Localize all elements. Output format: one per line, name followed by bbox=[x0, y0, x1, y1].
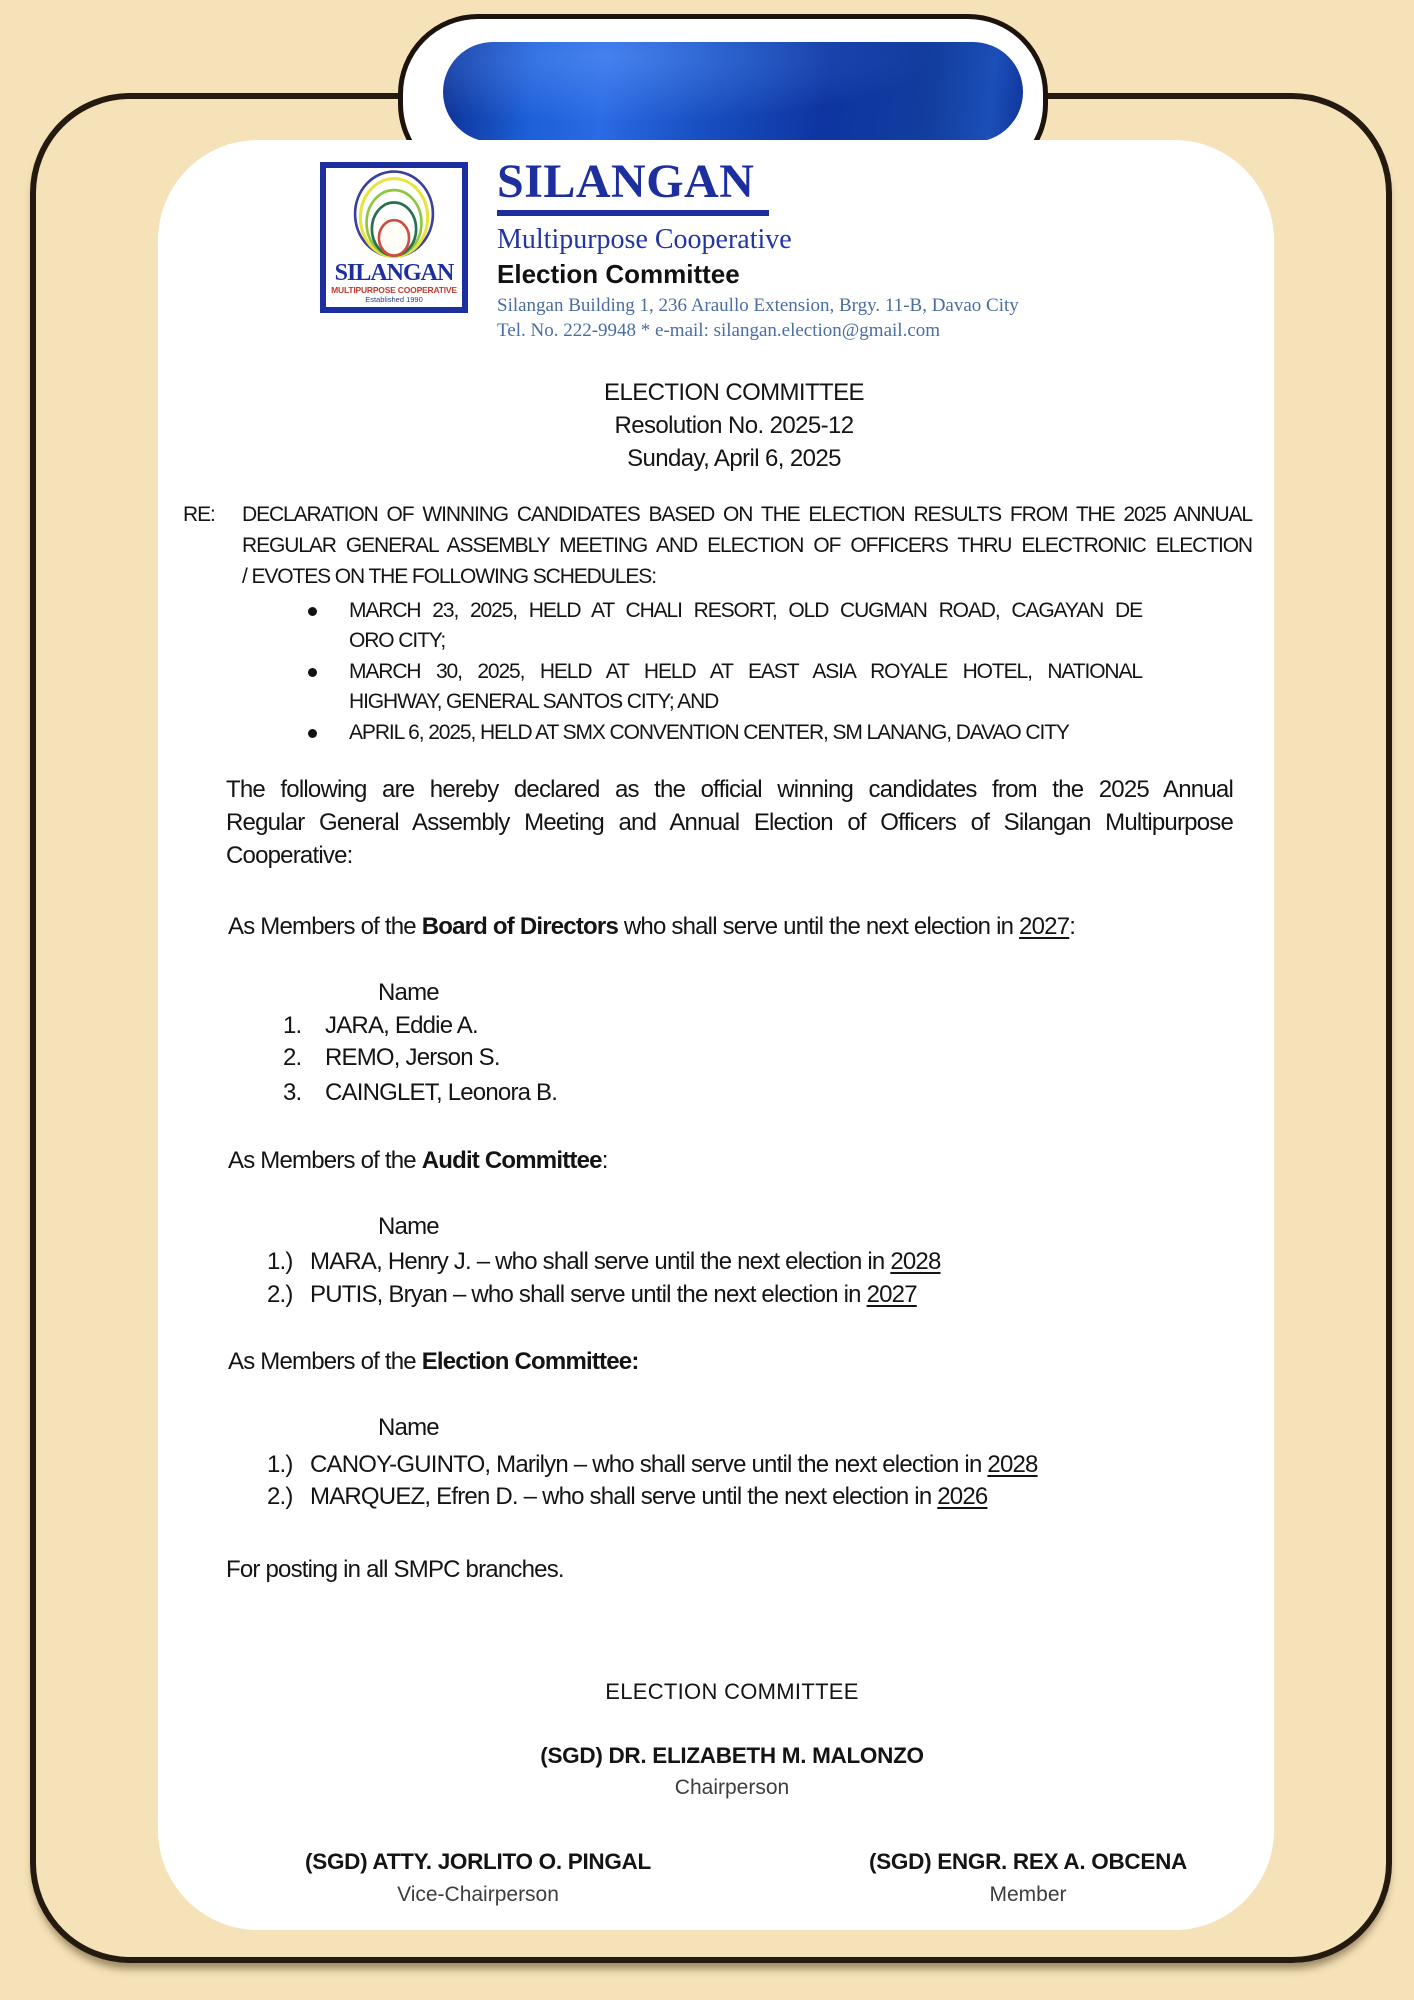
org-address: Silangan Building 1, 236 Araullo Extension, Brgy. 11-B, Davao City bbox=[497, 295, 1019, 316]
heading-text: : bbox=[601, 1147, 608, 1174]
row-number: 2.) bbox=[267, 1281, 293, 1308]
heading-text: As Members of the bbox=[228, 913, 422, 940]
schedule-item bbox=[349, 657, 1142, 717]
org-department: Election Committee bbox=[497, 259, 740, 289]
member-name: PUTIS, Bryan bbox=[310, 1281, 448, 1308]
member-name: MARA, Henry J. bbox=[310, 1248, 471, 1275]
org-name-rule bbox=[497, 210, 769, 216]
letterhead bbox=[497, 156, 1237, 343]
signature-committee-heading: ELECTION COMMITTEE bbox=[605, 1679, 859, 1704]
member-term-year: 2027 bbox=[866, 1281, 917, 1308]
re-label: RE: bbox=[183, 503, 215, 526]
heading-text: who shall serve until the next election in bbox=[618, 913, 1020, 940]
bullet-icon bbox=[308, 668, 317, 677]
org-contact: Tel. No. 222-9948 * e-mail: silangan.election@gmail.com bbox=[497, 320, 941, 341]
org-type: Multipurpose Cooperative bbox=[497, 224, 792, 255]
member-name: MARQUEZ, Efren D. bbox=[310, 1483, 518, 1510]
clipboard-clip-ribbon bbox=[443, 42, 1023, 142]
declaration-line: Regular General Assembly Meeting and Annual Election of Officers of Silangan Multipurpose bbox=[226, 809, 1233, 836]
logo-established: Established 1990 bbox=[365, 295, 423, 304]
re-subject bbox=[242, 499, 1252, 592]
member-term-text: – who shall serve until the next election in bbox=[567, 1451, 988, 1478]
member-term-text: – who shall serve until the next election in bbox=[447, 1281, 867, 1308]
logo-wordmark: SILANGAN bbox=[334, 260, 454, 286]
re-line: REGULAR GENERAL ASSEMBLY MEETING AND ELECTION OF OFFICERS THRU ELECTRONIC ELECTION bbox=[242, 534, 1252, 557]
member-row bbox=[267, 1448, 1038, 1481]
heading-bold: Election Committee: bbox=[421, 1348, 639, 1375]
row-number: 1.) bbox=[267, 1248, 293, 1275]
column-label-name: Name bbox=[378, 979, 439, 1006]
section-heading-election bbox=[228, 1345, 639, 1378]
member-name: JARA, Eddie A. bbox=[325, 1012, 478, 1039]
logo-subtitle: MULTIPURPOSE COOPERATIVE bbox=[331, 285, 457, 295]
heading-bold: Audit Committee bbox=[421, 1147, 602, 1174]
logo-rings-icon bbox=[333, 168, 455, 260]
re-line: / EVOTES ON THE FOLLOWING SCHEDULES: bbox=[242, 565, 656, 588]
schedule-item bbox=[349, 718, 1142, 748]
row-number: 1.) bbox=[267, 1451, 293, 1478]
member-term-text: – who shall serve until the next election in bbox=[517, 1483, 938, 1510]
org-logo bbox=[320, 162, 468, 313]
section-heading-board bbox=[228, 910, 1075, 943]
member-signature-name: (SGD) ENGR. REX A. OBCENA bbox=[869, 1849, 1187, 1874]
committee-title: ELECTION COMMITTEE bbox=[604, 379, 864, 406]
member-name: REMO, Jerson S. bbox=[325, 1044, 500, 1071]
heading-text: As Members of the bbox=[228, 1147, 422, 1174]
resolution-date: Sunday, April 6, 2025 bbox=[627, 445, 841, 472]
section-heading-audit bbox=[228, 1144, 608, 1177]
member-term-text: – who shall serve until the next election in bbox=[470, 1248, 891, 1275]
member-row bbox=[267, 1480, 987, 1513]
document-card bbox=[158, 140, 1274, 1930]
chairperson-signature-role: Chairperson bbox=[674, 1776, 790, 1799]
member-row bbox=[283, 1009, 478, 1042]
column-label-name: Name bbox=[378, 1414, 439, 1441]
declaration-line: Cooperative: bbox=[226, 842, 353, 869]
member-term-year: 2028 bbox=[890, 1248, 941, 1275]
heading-bold: Board of Directors bbox=[421, 913, 618, 940]
member-term-year: 2028 bbox=[987, 1451, 1038, 1478]
heading-text: : bbox=[1069, 913, 1076, 940]
vice-chairperson-signature-role: Vice-Chairperson bbox=[397, 1883, 559, 1906]
member-row bbox=[283, 1076, 557, 1109]
heading-text: As Members of the bbox=[228, 1348, 422, 1375]
column-label-name: Name bbox=[378, 1213, 439, 1240]
schedule-line: ORO CITY; bbox=[349, 629, 446, 652]
member-row bbox=[267, 1245, 941, 1278]
re-line: DECLARATION OF WINNING CANDIDATES BASED ON THE ELECTION RESULTS FROM THE 2025 ANNUAL bbox=[242, 503, 1252, 526]
row-number: 1. bbox=[283, 1012, 302, 1039]
row-number: 2. bbox=[283, 1044, 302, 1071]
row-number: 2.) bbox=[267, 1483, 293, 1510]
declaration-paragraph bbox=[226, 773, 1233, 872]
closing-line: For posting in all SMPC branches. bbox=[226, 1556, 564, 1583]
schedule-line: APRIL 6, 2025, HELD AT SMX CONVENTION CENTER, SM LANANG, DAVAO CITY bbox=[349, 721, 1069, 744]
schedule-line: MARCH 23, 2025, HELD AT CHALI RESORT, OLD CUGMAN ROAD, CAGAYAN DE bbox=[349, 599, 1142, 622]
schedule-line: HIGHWAY, GENERAL SANTOS CITY; AND bbox=[349, 690, 719, 713]
schedule-item bbox=[349, 596, 1142, 656]
member-row bbox=[283, 1041, 500, 1074]
bullet-icon bbox=[308, 607, 317, 616]
member-name: CANOY-GUINTO, Marilyn bbox=[310, 1451, 568, 1478]
org-name: SILANGAN bbox=[497, 155, 755, 208]
resolution-title-block bbox=[334, 376, 1134, 475]
member-row bbox=[267, 1278, 917, 1311]
vice-chairperson-signature-name: (SGD) ATTY. JORLITO O. PINGAL bbox=[305, 1849, 651, 1874]
member-signature-role: Member bbox=[989, 1883, 1067, 1906]
heading-year: 2027 bbox=[1019, 913, 1070, 940]
row-number: 3. bbox=[283, 1079, 302, 1106]
member-term-year: 2026 bbox=[937, 1483, 988, 1510]
declaration-line: The following are hereby declared as the official winning candidates from the 2025 Annual bbox=[226, 776, 1233, 803]
bullet-icon bbox=[308, 729, 317, 738]
member-name: CAINGLET, Leonora B. bbox=[325, 1079, 558, 1106]
chairperson-signature-name: (SGD) DR. ELIZABETH M. MALONZO bbox=[540, 1743, 924, 1768]
schedule-line: MARCH 30, 2025, HELD AT HELD AT EAST ASIA ROYALE HOTEL, NATIONAL bbox=[349, 660, 1142, 683]
resolution-number: Resolution No. 2025-12 bbox=[614, 412, 854, 439]
